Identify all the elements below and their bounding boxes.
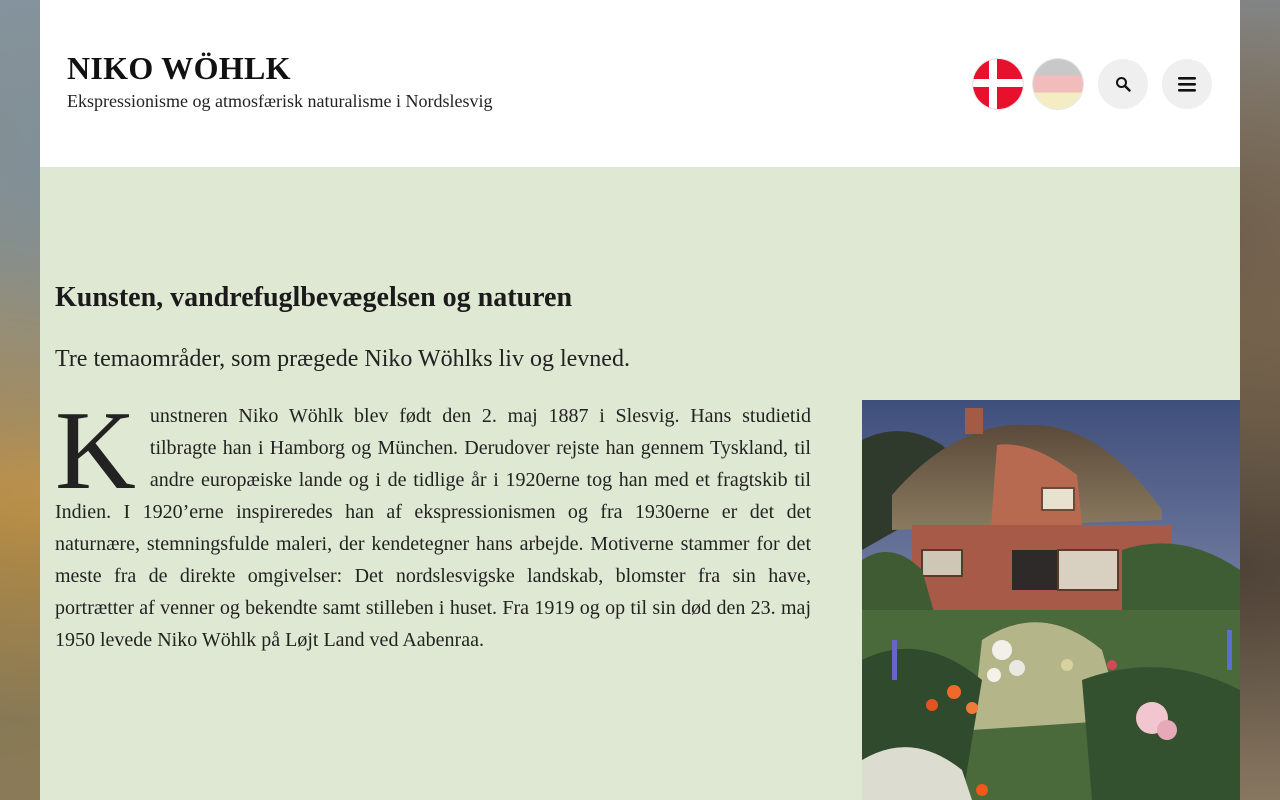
intro-text: Tre temaområder, som prægede Niko Wöhlks liv og levned. [55, 346, 630, 372]
search-button[interactable] [1098, 59, 1148, 109]
site-tagline: Ekspressionisme og atmosfærisk naturalisme i Nordslesvig [67, 91, 493, 111]
site-title[interactable]: NIKO WÖHLK [67, 50, 291, 86]
drop-cap: K [55, 389, 136, 513]
denmark-flag-icon[interactable] [973, 59, 1023, 109]
page-container [40, 0, 1240, 800]
painting-illustration [862, 400, 1240, 800]
section-heading: Kunsten, vandrefuglbevægelsen og naturen [55, 282, 573, 313]
search-icon [1115, 76, 1131, 92]
menu-button[interactable] [1162, 59, 1212, 109]
biography-paragraph [55, 389, 811, 656]
hamburger-menu-icon [1177, 75, 1197, 93]
biography-text: unstneren Niko Wöhlk blev født den 2. maj 1887 i Slesvig. Hans studietid tilbragte han i Hamborg og München. Derudover rejste han gennem Tyskland, til andre europæiske lande og i de tidlige år i 1920erne tog han med et fragtskib til Indien. I 1920’erne inspireredes han af ekspressionismen og fra 1930erne er det det naturnære, stemningsfulde maleri, der kendetegner hans arbejde. Motiverne stammer for det meste fra de direkte omgivelser: Det nordslesvigske landskab, blomster fra sin have, portrætter af venner og bekendte samt stilleben i huset. Fra 1919 og op til sin død den 23. maj 1950 levede Niko Wöhlk på Løjt Land ved Aabenraa. [55, 405, 811, 651]
germany-flag-icon[interactable] [1033, 59, 1083, 109]
painting-image [862, 400, 1240, 800]
site-header [40, 0, 1240, 167]
